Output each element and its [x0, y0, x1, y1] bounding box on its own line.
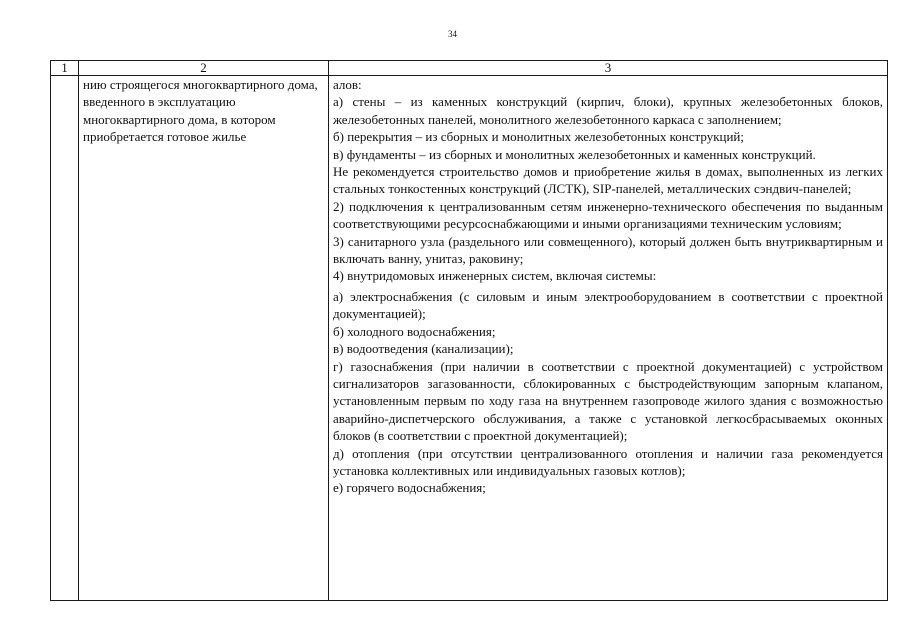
- requirement-paragraph: в) фундаменты – из сборных и монолитных железобетонных и каменных конструкций.: [333, 146, 816, 162]
- requirement-paragraph: д) отопления (при отсутствии централизованного отопления и наличии газа рекомендуется установка коллективных или индивидуальных газовых котлов);: [333, 445, 883, 478]
- object-description-text: нию строящегося многоквартирного дома, введенного в эксплуатацию многоквартирного дома, в котором приобретается готовое жилье: [83, 77, 318, 145]
- requirement-paragraph: 2) подключения к централизованным сетям инженерно-технического обеспечения по выданным соответствующими ресурсоснабжающими и иными организациями техническим условиям;: [333, 198, 883, 232]
- requirement-paragraph: е) горячего водоснабжения;: [333, 480, 486, 496]
- column-header-1: 1: [51, 61, 79, 76]
- column-header-3: 3: [329, 61, 888, 76]
- requirement-paragraph: б) перекрытия – из сборных и монолитных железобетонных конструкций;: [333, 129, 744, 145]
- requirement-paragraph: алов:: [333, 77, 362, 92]
- requirement-paragraph: 3) санитарного узла (раздельного или совмещенного), который должен быть внутриквартирным и включать ванну, унитаз, раковину;: [333, 233, 883, 267]
- requirement-paragraph: Не рекомендуется строительство домов и приобретение жилья в домах, выполненных из легких стальных тонкостенных конструкций (ЛСТК), SIP-панелей, металлических сэндвич-панелей;: [333, 164, 883, 197]
- page-number: 34: [448, 29, 457, 39]
- requirement-paragraph: б) холодного водоснабжения;: [333, 323, 496, 339]
- requirement-paragraph: 4) внутридомовых инженерных систем, включая системы:: [333, 268, 657, 284]
- table-cell-col3: [329, 76, 888, 601]
- requirement-paragraph: г) газоснабжения (при наличии в соответствии с проектной документацией) с устройством сигнализаторов загазованности, сблокированных с быстродействующим запорным клапаном, установленным первым по ходу газа на внутреннем газопроводе жилого здания с возможностью аварийно-диспетчерского обслуживания, а также с установкой легкосбрасываемых оконных блоков (в соответствии с проектной документацией);: [333, 358, 883, 444]
- requirement-paragraph: а) электроснабжения (с силовым и иным электрооборудованием в соответствии с проектной документацией);: [333, 288, 883, 322]
- requirement-paragraph: в) водоотведения (канализации);: [333, 341, 514, 357]
- table-row: [51, 76, 888, 601]
- table-cell-col1: [51, 76, 79, 601]
- table-header-row: [51, 61, 888, 76]
- requirement-paragraph: а) стены – из каменных конструкций (кирпич, блоки), крупных железобетонных блоков, железобетонных панелей, монолитного железобетонного каркаса с заполнением;: [333, 94, 883, 127]
- requirements-table: [50, 60, 888, 601]
- column-header-2: 2: [79, 61, 329, 76]
- table-cell-col2: [79, 76, 329, 601]
